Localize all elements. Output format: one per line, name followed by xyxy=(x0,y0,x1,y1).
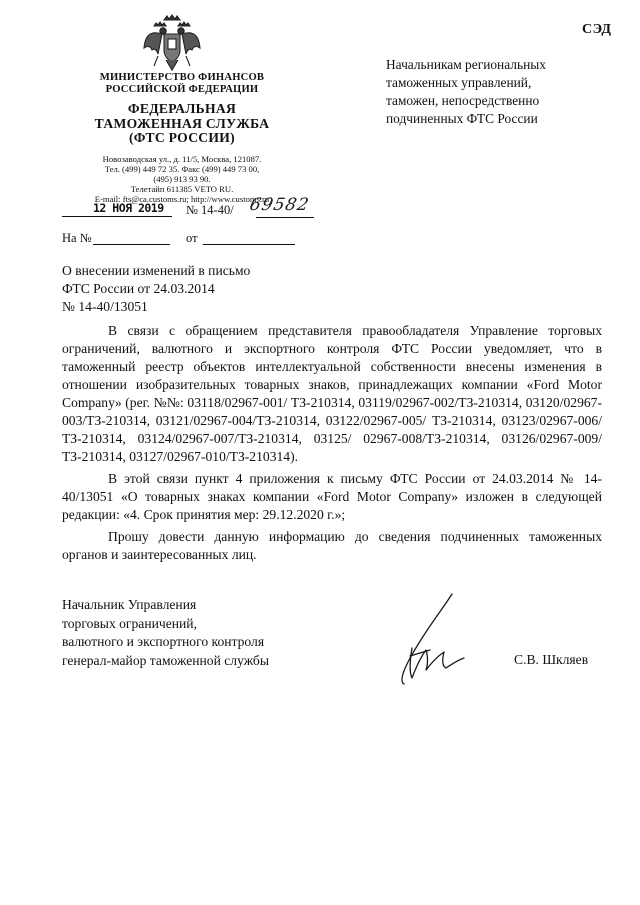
contact-phone: Тел. (499) 449 72 35. Факс (499) 449 73 00, xyxy=(104,163,260,174)
ministry-name-line1: МИНИСТЕРСТВО ФИНАНСОВ xyxy=(99,72,265,83)
addressee-line: таможен, непосредственно xyxy=(386,93,540,108)
reference-date-underline xyxy=(203,244,295,245)
addressee-block xyxy=(386,56,616,128)
contact-teletype: Телетайп 611385 VETO RU. xyxy=(130,183,234,194)
russian-coat-of-arms-icon xyxy=(140,14,204,74)
subject-block xyxy=(62,262,322,316)
signatory-name: С.В. Шкляев xyxy=(514,652,589,667)
service-name-line2: ТАМОЖЕННАЯ СЛУЖБА xyxy=(94,115,270,131)
signatory-position-line: Начальник Управления xyxy=(62,597,197,612)
contact-phone2: (495) 913 93 90. xyxy=(153,173,211,184)
subject-line: № 14-40/13051 xyxy=(62,299,148,314)
ministry-name-line2: РОССИЙСКОЙ ФЕДЕРАЦИИ xyxy=(105,84,259,95)
body-paragraph-2: В этой связи пункт 4 приложения к письму ФТС России от 24.03.2014 № 14-40/13051 «О товарных знаках компании «Ford Motor Company» изложен в следующей редакции: «4. Срок принятия мер: 29.12.2020 г.»; xyxy=(62,471,602,522)
body-paragraph-3: Прошу довести данную информацию до сведения подчиненных таможенных органов и заинтересованных лиц. xyxy=(62,529,602,562)
registration-number-label: № 14-40/ xyxy=(186,203,234,217)
signatory-position-line: валютного и экспортного контроля xyxy=(62,634,265,649)
sed-stamp: СЭД xyxy=(582,22,612,37)
handwritten-number-text: 69582 xyxy=(247,195,312,215)
body-paragraph-1: В связи с обращением представителя правообладателя Управление торговых ограничений, валютного и экспортного контроля ФТС России уведомляет, что в таможенный реестр объектов интеллектуальной собственности внесены изменения в отношении изобразительных товарных знаков, принадлежащих компании «Ford Motor Company» (рег. №№: 03118/02967-001/ ТЗ-210314, 03119/02967-002/ТЗ-210314, 03120/02967-003/ТЗ-210314, 03121/02967-004/ТЗ-210314, 03122/02967-005/ ТЗ-210314, 03123/02967-006/ТЗ-210314, 03124/02967-007/ТЗ-210314, 03125/ 02967-008/ТЗ-210314, 03126/02967-009/ ТЗ-210314, 03127/02967-010/ТЗ-210314). xyxy=(62,323,602,464)
subject-line: ФТС России от 24.03.2014 xyxy=(62,281,215,296)
signatory-position xyxy=(62,596,322,670)
contact-email: E-mail: fts@ca.customs.ru; http://www.customs.ru xyxy=(94,193,270,204)
reference-number-underline xyxy=(93,244,170,245)
service-name-line1: ФЕДЕРАЛЬНАЯ xyxy=(127,101,237,116)
handwritten-number xyxy=(247,195,312,215)
number-underline xyxy=(256,217,314,218)
signatory-position-line: генерал-майор таможенной службы xyxy=(62,652,269,668)
letter-body xyxy=(62,322,602,564)
addressee-line: подчиненных ФТС России xyxy=(386,111,538,126)
subject-line: О внесении изменений в письмо xyxy=(62,263,251,278)
letterhead xyxy=(62,72,302,204)
contact-address: Новозаводская ул., д. 11/5, Москва, 121087. xyxy=(102,153,262,164)
service-name-line3: (ФТС РОССИИ) xyxy=(128,130,236,145)
addressee-line: Начальникам региональных xyxy=(386,57,546,72)
signatory-position-line: торговых ограничений, xyxy=(62,615,197,631)
registration-date: 12 НОЯ 2019 xyxy=(93,201,164,215)
reference-number-label: На № xyxy=(62,231,92,245)
handwritten-signature xyxy=(382,590,492,690)
reference-date-label: от xyxy=(186,231,198,245)
addressee-line: таможенных управлений, xyxy=(386,75,532,90)
